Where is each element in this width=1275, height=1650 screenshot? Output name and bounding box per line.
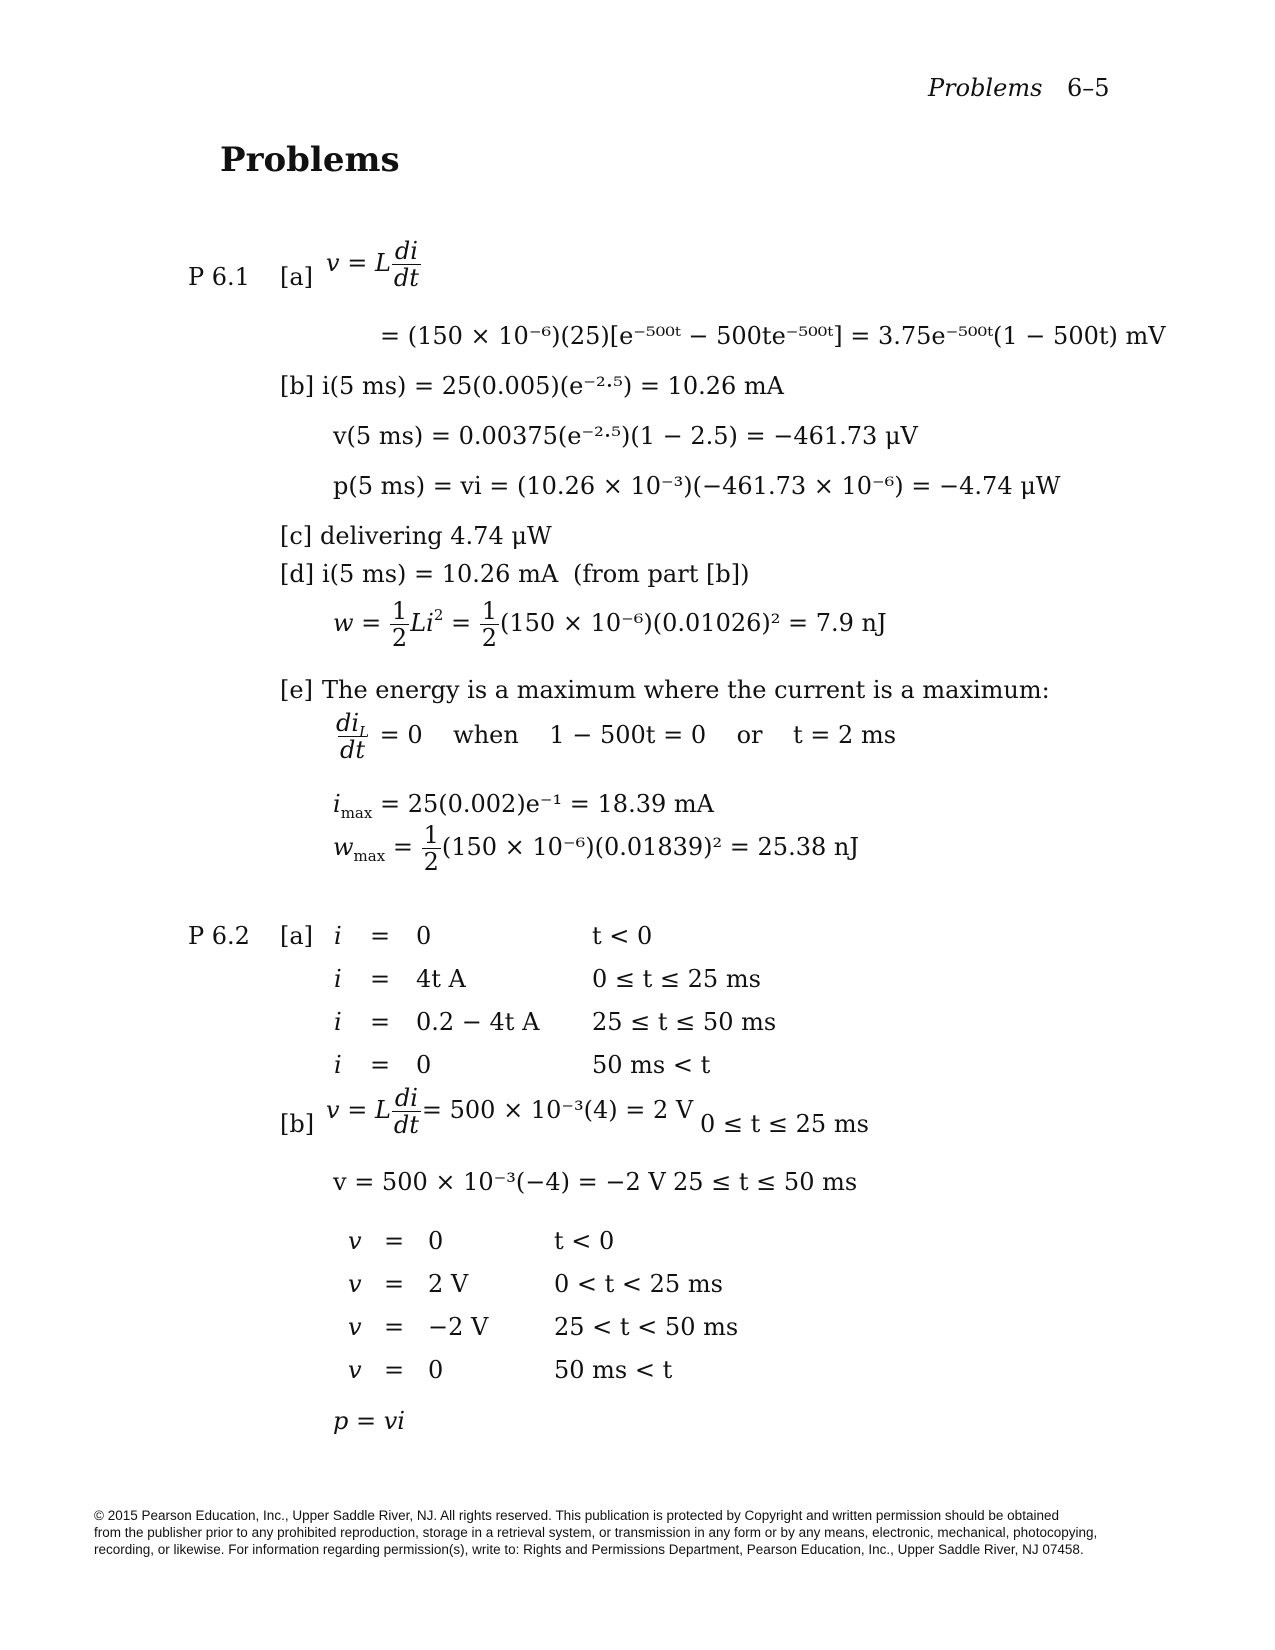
part-b-tag: [b] [280,372,315,400]
piecewise-cell: 0 [428,1356,444,1384]
part-b-equation-2: v(5 ms) = 0.00375(e⁻²·⁵)(1 − 2.5) = −461.73 μV [333,422,918,450]
piecewise-cell: = [384,1356,405,1384]
part-e-imax-equation: $i_{max} = 25(0.002)e^{-1} = 18.39$ mA [333,790,714,822]
piecewise-cell: t < 0 [554,1227,615,1255]
part-e-tag: [e] [280,676,313,704]
part-a-tag: [a] [280,263,314,291]
piecewise-cell: i [334,965,342,993]
p62-part-b-equation-1: v = L $\frac{di}{dt}$ = 500 × 10⁻³(4) = 2 V [326,1084,694,1139]
p62-part-b-equation-1-tail: = 500 × 10⁻³(4) = 2 V [421,1096,694,1124]
piecewise-cell: = [370,965,391,993]
piecewise-cell: = [370,1051,391,1079]
part-d-energy-equation: w = $\frac{1}{2}$ $Li^2$ = $\frac{1}{2}$ (150 × 10⁻⁶)(0.01026)² = 7.9 nJ [333,597,887,652]
piecewise-cell: = [384,1270,405,1298]
p62-part-b-power: p = vi [333,1407,405,1435]
piecewise-cell: 2 V [428,1270,469,1298]
part-d-note: (from part [b]) [573,560,750,588]
part-e-derivative-equation: $\frac{di_L}{dt}$ = 0 when 1 − 500t = 0 or t = 2 ms [336,709,897,764]
part-e-wmax-tail: (150 × 10⁻⁶)(0.01839)² = 25.38 nJ [441,833,859,861]
piecewise-cell: −2 V [428,1313,489,1341]
part-b-equation-1: i(5 ms) = 25(0.005)(e⁻²·⁵) = 10.26 mA [322,372,784,400]
p62-part-b-range-1: 0 ≤ t ≤ 25 ms [700,1110,869,1138]
piecewise-cell: 0 ≤ t ≤ 25 ms [592,965,761,993]
piecewise-cell: i [334,922,342,950]
piecewise-cell: 0 < t < 25 ms [554,1270,723,1298]
part-d-equation-1: i(5 ms) = 10.26 mA [322,560,559,588]
piecewise-cell: = [384,1313,405,1341]
part-a-equation-1: v = L $\frac{di}{dt}$ [326,237,419,292]
problem-label-6-1: P 6.1 [188,263,250,291]
piecewise-cell: v [348,1270,362,1298]
piecewise-cell: 0 [428,1227,444,1255]
p62-part-b-tag: [b] [280,1110,315,1138]
running-header-section: Problems [928,74,1043,102]
part-e-text: The energy is a maximum where the current is a maximum: [322,676,1050,704]
piecewise-cell: 0 [416,1051,432,1079]
page-title: Problems [220,140,400,180]
part-d-tag: [d] [280,560,315,588]
part-c-tag: [c] [280,522,313,550]
piecewise-cell: t < 0 [592,922,653,950]
piecewise-cell: 25 ≤ t ≤ 50 ms [592,1008,777,1036]
piecewise-cell: 4t A [416,965,466,993]
piecewise-cell: 0 [416,922,432,950]
piecewise-cell: = [370,922,391,950]
piecewise-cell: 0.2 − 4t A [416,1008,540,1036]
piecewise-cell: v [348,1313,362,1341]
p62-part-b-range-2: 25 ≤ t ≤ 50 ms [673,1168,858,1196]
copyright-line-1: © 2015 Pearson Education, Inc., Upper Saddle River, NJ. All rights reserved. This publication is protected by Copyright and written permission should be obtained [94,1508,1059,1523]
piecewise-cell: 25 < t < 50 ms [554,1313,739,1341]
problem-label-6-2: P 6.2 [188,922,250,950]
piecewise-cell: v [348,1227,362,1255]
page-number: 6–5 [1067,74,1110,102]
piecewise-cell: = [384,1227,405,1255]
part-e-imax-tail: = 25(0.002)e⁻¹ = 18.39 mA [379,790,714,818]
piecewise-cell: = [370,1008,391,1036]
p62-part-b-equation-2: v = 500 × 10⁻³(−4) = −2 V [333,1168,666,1196]
p62-part-a-tag: [a] [280,922,314,950]
part-e-wmax-equation: $w_{max}$ = $\frac{1}{2}$ (150 × 10⁻⁶)(0.01839)² = 25.38 nJ [333,821,859,876]
piecewise-cell: i [334,1051,342,1079]
p62-part-b-piecewise [348,1227,774,1399]
part-a-equation-2: = (150 × 10⁻⁶)(25)[e⁻⁵⁰⁰ᵗ − 500te⁻⁵⁰⁰ᵗ] = 3.75e⁻⁵⁰⁰ᵗ(1 − 500t) mV [380,322,1166,350]
part-e-derivative-tail: = 0 when 1 − 500t = 0 or t = 2 ms [379,721,897,749]
piecewise-cell: 50 ms < t [592,1051,711,1079]
copyright-line-2: from the publisher prior to any prohibited reproduction, storage in a retrieval system, or transmission in any form or by any means, electronic, mechanical, photocopying, [94,1525,1098,1540]
part-b-equation-3: p(5 ms) = vi = (10.26 × 10⁻³)(−461.73 × 10⁻⁶) = −4.74 μW [333,472,1061,500]
part-c-text: delivering 4.74 μW [320,522,552,550]
piecewise-cell: i [334,1008,342,1036]
piecewise-cell: v [348,1356,362,1384]
p62-part-a-piecewise [334,922,812,1094]
part-d-energy-tail: (150 × 10⁻⁶)(0.01026)² = 7.9 nJ [500,609,887,637]
copyright-line-3: recording, or likewise. For information regarding permission(s), write to: Rights and Permissions Department, Pearson Education, Inc., Upper Saddle River, NJ 07458. [94,1542,1084,1557]
piecewise-cell: 50 ms < t [554,1356,673,1384]
